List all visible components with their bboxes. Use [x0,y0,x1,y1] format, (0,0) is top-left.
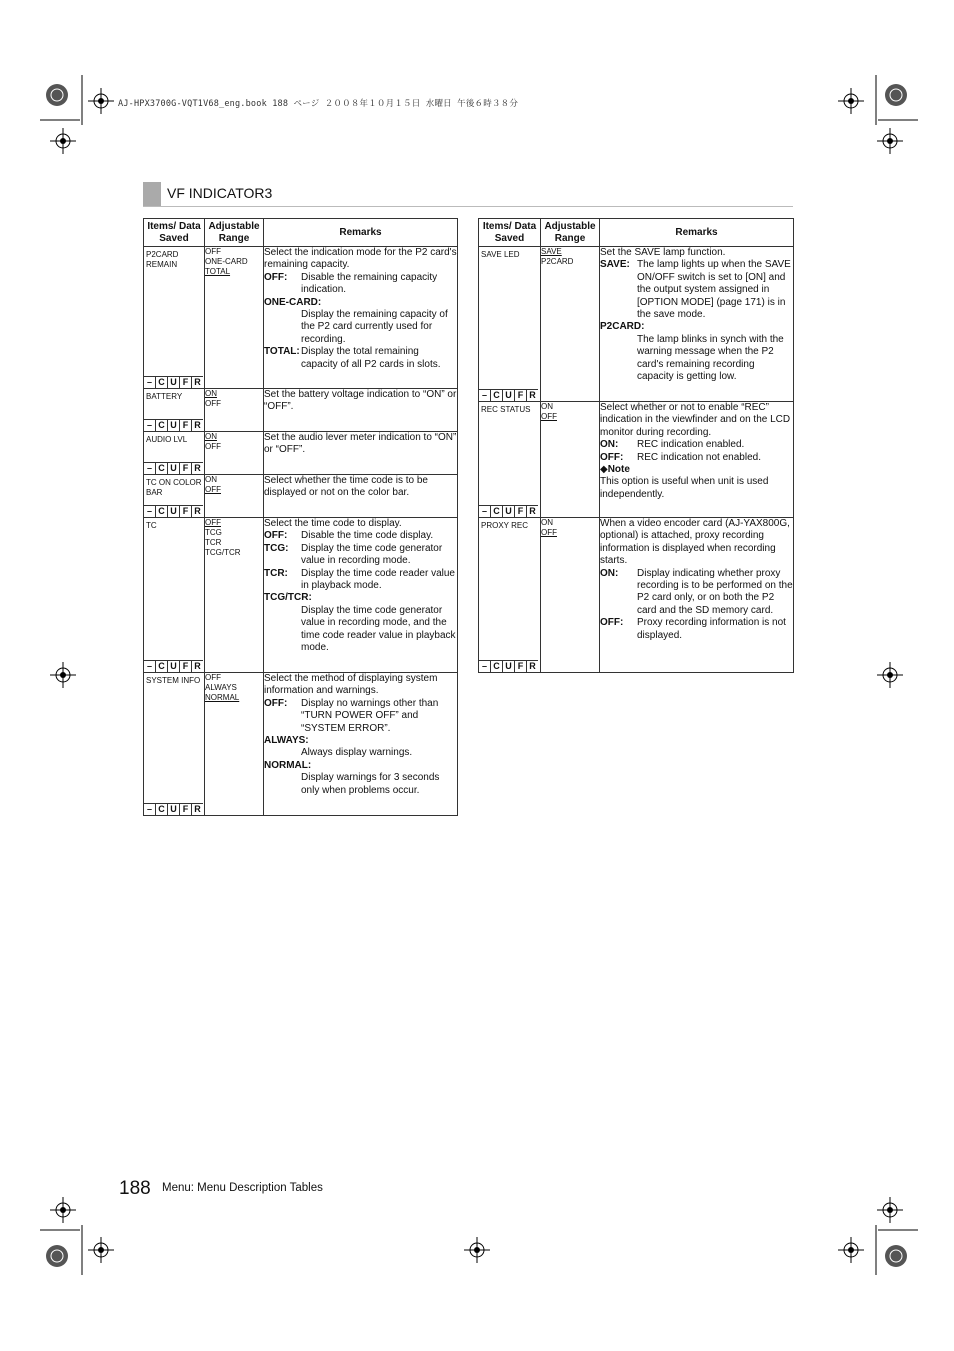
data-saved-flag: R [194,420,201,430]
data-saved-flag: C [491,506,503,517]
data-saved-flag: R [194,661,201,671]
data-saved-flag: U [168,463,180,474]
data-saved-flag: U [503,390,515,401]
remarks-intro: Select the time code to display. [264,518,402,529]
remarks-cell [264,432,458,475]
data-saved-flag: R [529,506,536,516]
range-value-default: SAVE [541,247,562,256]
data-saved-flag: U [168,420,180,431]
data-saved-flag: C [491,661,503,672]
option-key: ONE-CARD: [264,296,322,308]
option-value: Display the time code reader value in playback mode. [301,567,455,592]
range-value: ONE-CARD [205,257,248,266]
item-cell [144,518,205,673]
option-value: Display no warnings other than “TURN POWER OFF” and “SYSTEM ERROR”. [301,697,439,734]
data-saved-flag: U [168,377,180,388]
item-cell [479,402,541,518]
item-cell [144,247,205,389]
remarks-cell [264,475,458,518]
crosshair-mark-icon [877,128,903,154]
data-saved-flag: R [529,390,536,400]
data-saved-flag: – [144,804,156,815]
crosshair-mark-icon [464,1237,490,1263]
option-value: Disable the remaining capacity indication. [301,271,438,296]
table-row [144,518,458,673]
data-saved-flag: – [144,661,156,672]
option-value: Display the time code generator value in recording mode, and the time code reader value in playback mode. [301,604,456,654]
data-saved-flag: C [156,506,168,517]
option-key: ALWAYS: [264,735,309,747]
item-name-line: REMAIN [146,260,178,269]
remarks-intro: Select the indication mode for the P2 card's remaining capacity. [264,247,457,271]
col-header-remarks: Remarks [264,219,458,247]
range-value: ON [541,518,553,527]
item-cell [144,673,205,816]
range-value: OFF [205,673,221,682]
menu-table-right [478,218,794,673]
table-row [144,673,458,816]
remarks-option [264,592,457,654]
data-saved-flag: C [156,804,168,815]
remarks-option [264,530,457,542]
col-header-range: Adjustable Range [541,219,600,247]
remarks-option [600,439,793,451]
crosshair-mark-icon [50,128,76,154]
remarks-option [264,568,457,593]
item-cell [144,432,205,475]
data-saved-flag: – [144,463,156,474]
note-text: This option is useful when unit is used independently. [600,476,769,500]
data-saved-flags [144,419,203,431]
data-saved-flag: C [491,390,503,401]
range-value-default: OFF [205,485,221,494]
item-name [144,389,204,402]
col-header-items: Items/ Data Saved [479,219,541,247]
range-value: TCG/TCR [205,548,241,557]
data-saved-flag: – [479,390,491,401]
data-saved-flag: U [168,661,180,672]
item-name-line: P2CARD [146,250,179,259]
crosshair-mark-icon [50,662,76,688]
range-cell [541,402,600,518]
remarks-cell [264,673,458,816]
range-cell [205,432,264,475]
item-cell [144,475,205,518]
data-saved-flag: R [194,506,201,516]
item-name-line: SAVE LED [481,250,520,259]
option-key: OFF: [264,530,288,542]
range-value-default: OFF [541,528,557,537]
option-key: P2CARD: [600,321,645,333]
remarks-intro: Select the method of displaying system information and warnings. [264,673,438,697]
data-saved-flags [479,389,538,401]
option-value: Display warnings for 3 seconds only when problems occur. [301,772,440,796]
footer-title: Menu: Menu Description Tables [162,1182,323,1194]
data-saved-flags [144,505,203,517]
option-value: Always display warnings. [301,747,413,759]
option-value: Proxy recording information is not displayed. [637,617,786,641]
remarks-option [264,698,457,735]
section-title-bar [143,182,161,206]
data-saved-flag: – [144,420,156,431]
range-value-default: OFF [205,518,221,527]
col-header-range: Adjustable Range [205,219,264,247]
item-name-line: TC ON COLOR [146,478,202,487]
data-saved-flag: F [180,661,192,672]
data-saved-flag: R [194,377,201,387]
item-name [144,247,204,270]
data-saved-flag: F [515,661,527,672]
range-value-default: TOTAL [205,267,231,276]
range-value: OFF [205,247,221,256]
data-saved-flag: – [479,661,491,672]
option-value: The lamp blinks in synch with the warning message when the P2 card's remaining recording capacity is getting low. [637,333,784,383]
data-saved-flag: R [529,661,536,671]
data-saved-flag: – [479,506,491,517]
data-saved-flag: F [180,377,192,388]
data-saved-flag: F [180,420,192,431]
remarks-intro: When a video encoder card (AJ-YAX800G, optional) is attached, proxy recording information is displayed when recording starts. [600,518,790,567]
remarks-cell [600,518,794,673]
item-name [479,402,540,415]
option-key: ON: [600,567,619,579]
data-saved-flags [144,803,203,815]
option-key: TCR: [264,567,288,579]
table-row [144,432,458,475]
data-saved-flags [479,660,538,672]
registration-mark-icon [858,1225,918,1275]
item-name-line: BATTERY [146,392,183,401]
option-value: The lamp lights up when the SAVE ON/OFF switch is set to [ON] and the output system assigned in [OPTION MODE] (page 171) is in the save mode. [637,259,791,321]
data-saved-flag: F [180,804,192,815]
crosshair-mark-icon [877,662,903,688]
remarks-intro: Select whether or not to enable “REC” indication in the viewfinder and on the LCD monitor during recording. [600,402,791,438]
data-saved-flag: – [144,506,156,517]
range-value: ALWAYS [205,683,237,692]
table-row [144,247,458,389]
remarks-intro: Select whether the time code is to be displayed or not on the color bar. [264,475,428,499]
section-title [143,182,793,207]
item-name [144,518,204,531]
option-value: Display the remaining capacity of the P2 card currently used for recording. [301,309,448,345]
remarks-option [264,760,457,797]
data-saved-flag: C [156,377,168,388]
registration-mark-icon [858,75,918,125]
data-saved-flag: U [503,661,515,672]
item-name-line: SYSTEM INFO [146,676,201,685]
option-value: REC indication enabled. [637,439,745,451]
item-name [144,432,204,445]
remarks-option [600,321,793,383]
range-value-default: ON [205,389,217,398]
remarks-cell [600,247,794,402]
range-value-default: OFF [541,412,557,421]
range-value: OFF [205,399,221,408]
remarks-option [264,346,457,371]
range-value-default: ON [205,432,217,441]
range-value: P2CARD [541,257,574,266]
range-cell [205,389,264,432]
note-title: ◆Note [600,464,630,476]
remarks-intro: Set the audio lever meter indication to “ON” or “OFF”. [264,432,457,456]
range-cell [205,673,264,816]
option-value: Display the time code generator value in recording mode. [301,542,443,567]
data-saved-flag: F [515,506,527,517]
item-name [479,247,540,260]
data-saved-flags [144,660,203,672]
option-key: OFF: [264,697,288,709]
item-name-line: TC [146,521,157,530]
remarks-option [264,297,457,347]
range-value: ON [205,475,217,484]
data-saved-flag: R [194,804,201,814]
range-value: TCR [205,538,222,547]
data-saved-flags [144,376,203,388]
item-name [479,518,540,531]
option-value: REC indication not enabled. [637,451,761,463]
section-title-text: VF INDICATOR3 [167,185,273,201]
item-name-line: BAR [146,488,163,497]
remarks-intro: Set the battery voltage indication to “ON” or “OFF”. [264,389,457,413]
remarks-option [600,568,793,618]
data-saved-flags [144,462,203,474]
option-key: SAVE: [600,259,630,271]
remarks-intro: Set the SAVE lamp function. [600,247,726,258]
item-name-line: REC STATUS [481,405,531,414]
option-key: ON: [600,439,619,451]
data-saved-flag: U [168,506,180,517]
item-name [144,475,204,498]
crosshair-mark-icon [88,1237,114,1263]
remarks-option [264,272,457,297]
range-cell [541,518,600,673]
item-cell [479,518,541,673]
remarks-option [600,259,793,321]
item-cell [479,247,541,402]
range-cell [205,247,264,389]
data-saved-flag: U [168,804,180,815]
table-row [479,402,794,518]
data-saved-flag: F [515,390,527,401]
option-key: TCG: [264,542,289,554]
data-saved-flag: C [156,463,168,474]
range-value: TCG [205,528,222,537]
item-name [144,673,204,686]
remarks-cell [264,247,458,389]
item-name-line: PROXY REC [481,521,528,530]
option-value: Display the total remaining capacity of all P2 cards in slots. [301,346,441,370]
range-value: OFF [205,442,221,451]
data-saved-flag: F [180,506,192,517]
range-value-default: NORMAL [205,693,240,702]
range-value: ON [541,402,553,411]
col-header-items: Items/ Data Saved [144,219,205,247]
menu-table-left [143,218,458,816]
option-key: TCG/TCR: [264,592,312,604]
option-key: OFF: [600,617,624,629]
remarks-option [264,543,457,568]
crosshair-mark-icon [838,88,864,114]
page-number: 188 [119,1178,151,1199]
remarks-cell [264,518,458,673]
data-saved-flag: C [156,420,168,431]
data-saved-flag: C [156,661,168,672]
range-cell [205,518,264,673]
remarks-option [600,617,793,642]
data-saved-flag: – [144,377,156,388]
option-value: Disable the time code display. [301,530,434,542]
table-row [479,518,794,673]
range-cell [541,247,600,402]
option-key: TOTAL: [264,346,300,358]
item-cell [144,389,205,432]
option-value: Display indicating whether proxy recording is to be performed on the P2 card only, or on both the P2 card and the SD memory card. [637,567,793,616]
table-row [144,475,458,518]
data-saved-flag: R [194,463,201,473]
table-row [479,247,794,402]
data-saved-flag: U [503,506,515,517]
range-cell [205,475,264,518]
option-key: OFF: [600,451,624,463]
item-name-line: AUDIO LVL [146,435,188,444]
col-header-remarks: Remarks [600,219,794,247]
crosshair-mark-icon [877,1197,903,1223]
option-key: OFF: [264,271,288,283]
table-row [144,389,458,432]
crosshair-mark-icon [50,1197,76,1223]
remarks-cell [264,389,458,432]
print-header: AJ-HPX3700G-VQT1V68_eng.book 188 ページ ２００８年１０月１５日 水曜日 午後６時３８分 [118,99,519,109]
option-key: NORMAL: [264,759,312,771]
crosshair-mark-icon [88,88,114,114]
remarks-option [264,735,457,760]
remarks-cell [600,402,794,518]
data-saved-flags [479,505,538,517]
data-saved-flag: F [180,463,192,474]
remarks-option [600,452,793,464]
